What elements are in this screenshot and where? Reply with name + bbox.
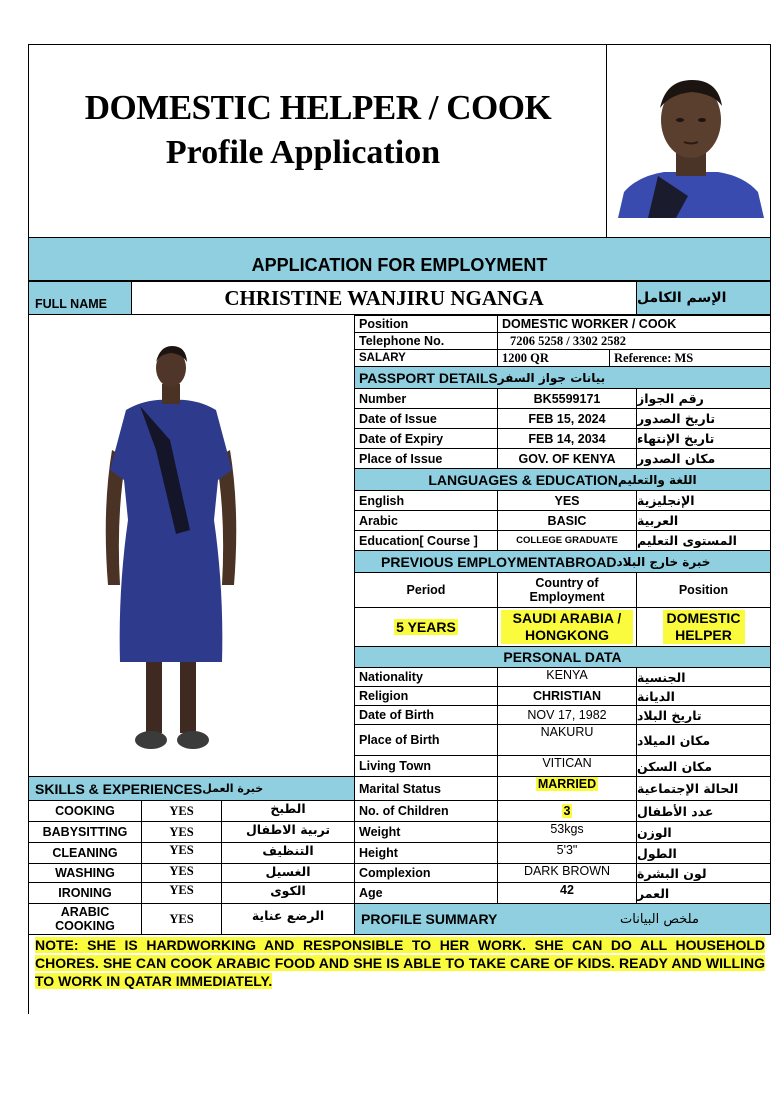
passport-heading [354,366,771,389]
employment-heading [354,550,771,573]
living-town-value: VITICAN [497,755,637,777]
headshot-photo [618,72,764,218]
employment-col-country-text: Country of Employment [529,576,605,604]
skill-cleaning-value: YES [141,842,222,864]
children-label-ar: عدد الأطفال [636,800,771,822]
skill-arabic-cooking-label-ar: الرضع عناية [221,903,355,935]
skill-cleaning-label: CLEANING [28,842,142,864]
living-town-label: Living Town [354,755,498,777]
profile-note [35,936,765,990]
summary-heading: PROFILE SUMMARY [361,911,498,927]
document-subtitle: Profile Application [165,134,441,171]
nationality-label-ar: الجنسية [636,667,771,687]
employment-country-cell [497,607,637,647]
employment-col-position: Position [636,572,771,608]
pob-label: Place of Birth [354,724,498,756]
skills-heading-ar: خبرة العمل [202,782,264,795]
position-label: Position [354,315,498,333]
skills-heading-text: SKILLS & EXPERIENCES [35,780,203,797]
application-title: APPLICATION FOR EMPLOYMENT [251,255,548,275]
height-value: 5'3" [497,842,637,864]
religion-value: CHRISTIAN [497,686,637,706]
skill-cooking-label-ar: الطبخ [221,800,355,822]
passport-place-label-ar: مكان الصدور [636,448,771,469]
arabic-label: Arabic [354,510,498,531]
summary-heading-ar: ملخص البيانات [620,911,699,927]
skill-washing-label: WASHING [28,863,142,883]
languages-heading [354,468,771,491]
languages-heading-text: LANGUAGES & EDUCATION [428,471,618,488]
employment-position: DOMESTIC HELPER [663,610,745,644]
nationality-label: Nationality [354,667,498,687]
skills-heading [28,776,355,801]
employment-period: 5 YEARS [396,619,456,635]
age-value: 42 [497,882,637,904]
arabic-label-ar: العربية [636,510,771,531]
position-value: DOMESTIC WORKER / COOK [497,315,771,333]
age-label: Age [354,882,498,904]
document-title: DOMESTIC HELPER / COOK [84,88,552,127]
employment-period-cell [354,607,498,647]
english-label-ar: الإنجليزية [636,490,771,511]
marital-value: MARRIED [537,777,597,791]
children-label: No. of Children [354,800,498,822]
employment-country: SAUDI ARABIA / HONGKONG [501,610,633,644]
telephone-value: 7206 5258 / 3302 2582 [497,332,771,350]
full-name-value: CHRISTINE WANJIRU NGANGA [131,281,637,315]
languages-heading-ar: اللغة والتعليم [617,472,697,487]
pob-value: NAKURU [497,724,637,756]
skill-washing-label-ar: الغسيل [221,863,355,883]
passport-expiry-value: FEB 14, 2034 [497,428,637,449]
employment-position-cell [636,607,771,647]
passport-expiry-label-ar: تاريخ الإنتهاء [636,428,771,449]
skill-arabic-cooking-label [28,903,142,935]
marital-label-ar: الحالة الإجتماعية [636,776,771,801]
salary-label: SALARY [354,349,498,367]
pob-label-ar: مكان الميلاد [636,724,771,756]
telephone-label: Telephone No. [354,332,498,350]
skill-arabic-cooking-value: YES [141,903,222,935]
weight-label-ar: الوزن [636,821,771,843]
skill-babysitting-label: BABYSITTING [28,821,142,843]
full-name-label: FULL NAME [28,281,132,315]
education-value: COLLEGE GRADUATE [497,530,637,551]
complexion-value: DARK BROWN [497,863,637,883]
salary-value: 1200 QR [497,349,610,367]
passport-heading-ar: بيانات جواز السفر [497,370,606,385]
skill-babysitting-label-ar: تربية الاطفال [221,821,355,843]
dob-label: Date of Birth [354,705,498,725]
reference-value: Reference: MS [609,349,771,367]
full-body-photo [96,340,246,760]
employment-col-country [497,572,637,608]
nationality-value: KENYA [497,667,637,687]
religion-label: Religion [354,686,498,706]
passport-expiry-label: Date of Expiry [354,428,498,449]
passport-heading-text: PASSPORT DETAILS [359,369,498,386]
dob-value: NOV 17, 1982 [497,705,637,725]
passport-issue-label-ar: تاريخ الصدور [636,408,771,429]
passport-issue-value: FEB 15, 2024 [497,408,637,429]
passport-issue-label: Date of Issue [354,408,498,429]
education-label: Education[ Course ] [354,530,498,551]
height-label-ar: الطول [636,842,771,864]
skill-ironing-label: IRONING [28,882,142,904]
complexion-label: Complexion [354,863,498,883]
english-value: YES [497,490,637,511]
application-title-bar [28,238,771,281]
education-label-ar: المستوى التعليم [636,530,771,551]
passport-number-label-ar: رقم الجواز [636,388,771,409]
profile-note-text: NOTE: SHE IS HARDWORKING AND RESPONSIBLE TO HER WORK. SHE CAN DO ALL HOUSEHOLD CHORES. SHE CAN COOK ARABIC FOOD AND SHE IS ABLE TO TAKE CARE OF KIDS. READY AND WILLING TO WORK IN QATAR IMMEDIATELY. [35,937,765,989]
passport-number-value: BK5599171 [497,388,637,409]
passport-place-label: Place of Issue [354,448,498,469]
skill-ironing-label-ar: الكوى [221,882,355,904]
arabic-value: BASIC [497,510,637,531]
skill-ironing-value: YES [141,882,222,904]
skill-cleaning-label-ar: التنظيف [221,842,355,864]
age-label-ar: العمر [636,882,771,904]
skill-cooking-value: YES [141,800,222,822]
children-cell [497,800,637,822]
passport-number-label: Number [354,388,498,409]
header-photo-divider [606,44,607,238]
skill-washing-value: YES [141,863,222,883]
passport-place-value: GOV. OF KENYA [497,448,637,469]
english-label: English [354,490,498,511]
employment-heading-text: PREVIOUS EMPLOYMENTABROAD [381,553,617,570]
skill-arabic-cooking-text: ARABIC COOKING [55,905,115,933]
weight-value: 53kgs [497,821,637,843]
children-value: 3 [563,804,571,818]
dob-label-ar: تاريخ البلاد [636,705,771,725]
employment-col-period: Period [354,572,498,608]
note-left-border [28,934,29,1014]
personal-heading: PERSONAL DATA [354,646,771,668]
skill-babysitting-value: YES [141,821,222,843]
full-name-label-ar: الإسم الكامل [636,281,771,315]
complexion-label-ar: لون البشرة [636,863,771,883]
marital-label: Marital Status [354,776,498,801]
marital-cell [497,776,637,801]
height-label: Height [354,842,498,864]
skill-cooking-label: COOKING [28,800,142,822]
weight-label: Weight [354,821,498,843]
employment-heading-ar: خبرة خارج البلاد [616,554,711,569]
religion-label-ar: الديانة [636,686,771,706]
living-town-label-ar: مكان السكن [636,755,771,777]
